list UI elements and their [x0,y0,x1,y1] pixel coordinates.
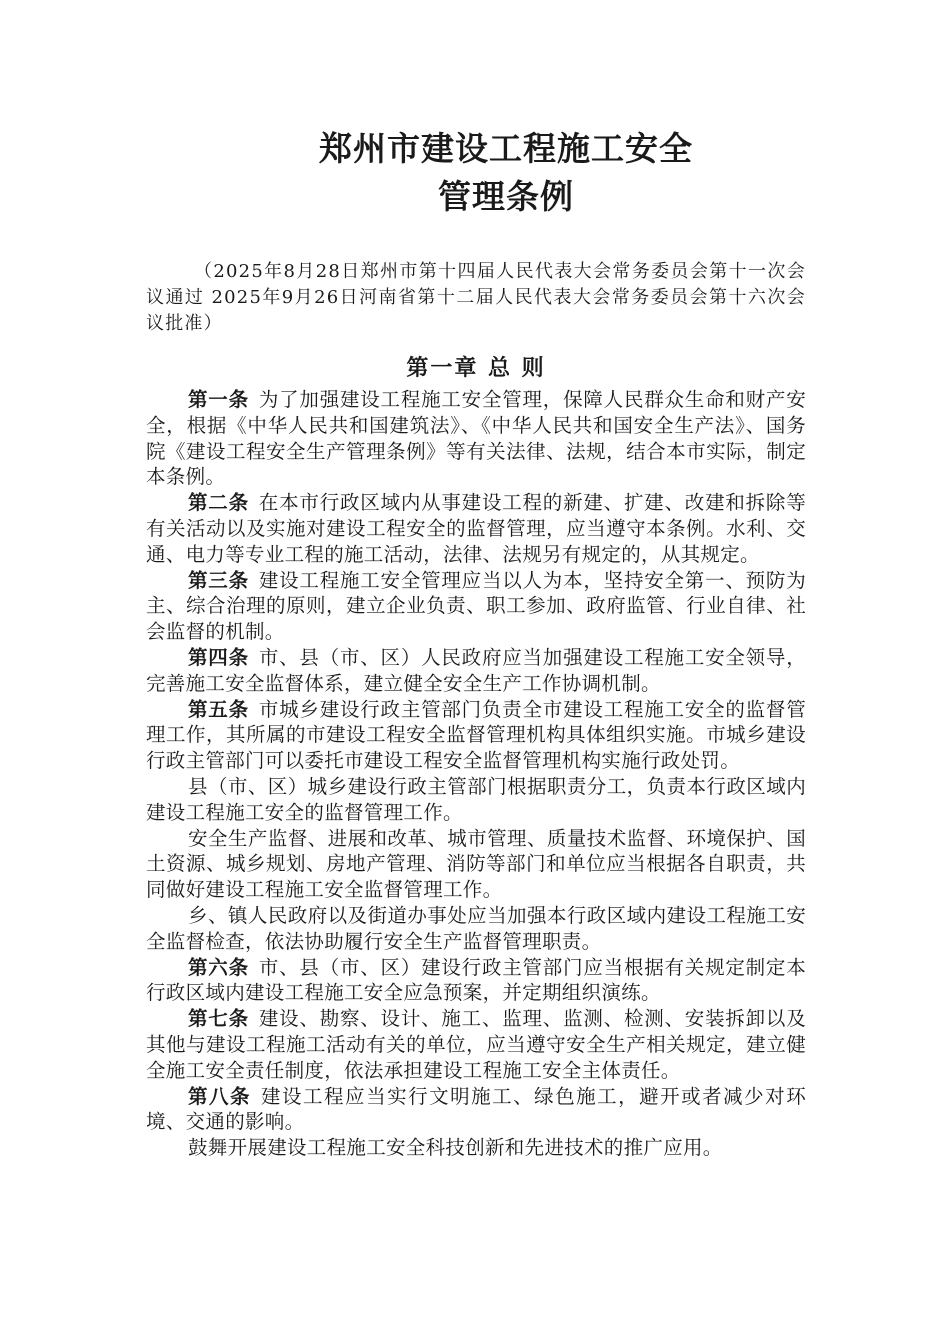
article-text: 建设工程应当实行文明施工、绿色施工，避开或者减少对环境、交通的影响。 [146,1084,806,1134]
continuation-paragraph [146,903,806,955]
article-number: 第六条 [188,955,249,979]
article-paragraph [146,955,806,1007]
chapter-heading: 第一章 总 则 [406,356,546,381]
continuation-paragraph [146,1135,806,1161]
article-paragraph [146,1084,806,1136]
article-paragraph [146,697,806,774]
document-page [146,125,806,1161]
article-text: 为了加强建设工程施工安全管理，保障人民群众生命和财产安全，根据《中华人民共和国建筑法》、《中华人民共和国安全生产法》、国务院《建设工程安全生产管理条例》等有关法律、法规，结合本市实际，制定本条例。 [146,388,806,489]
continuation-paragraph [146,826,806,903]
article-paragraph [146,568,806,645]
article-paragraph [146,490,806,567]
article-number: 第五条 [188,697,249,721]
paragraph-text: 安全生产监督、进展和改革、城市管理、质量技术监督、环境保护、国土资源、城乡规划、房地产管理、消防等部门和单位应当根据各自职责，共同做好建设工程施工安全监督管理工作。 [146,826,806,902]
article-number: 第八条 [188,1084,252,1108]
article-number: 第三条 [188,568,249,592]
article-text: 市城乡建设行政主管部门负责全市建设工程施工安全的监督管理工作，其所属的市建设工程安全监督管理机构具体组织实施。市城乡建设行政主管部门可以委托市建设工程安全监督管理机构实施行政处罚。 [146,697,806,773]
article-paragraph [146,387,806,490]
paragraph-text: 乡、镇人民政府以及街道办事处应当加强本行政区域内建设工程施工安全监督检查，依法协助履行安全生产监督管理职责。 [146,903,806,953]
adoption-note: （2025年8月28日郑州市第十四届人民代表大会常务委员会第十一次会议通过 2025年9月26日河南省第十二届人民代表大会常务委员会第十六次会议批准） [146,261,806,334]
article-list [146,387,806,1161]
article-text: 市、县（市、区）建设行政主管部门应当根据有关规定制定本行政区域内建设工程施工安全应急预案，并定期组织演练。 [146,955,806,1005]
article-paragraph [146,645,806,697]
document-title [146,125,806,221]
paragraph-text: 鼓舞开展建设工程施工安全科技创新和先进技术的推广应用。 [188,1136,723,1160]
paragraph-text: 县（市、区）城乡建设行政主管部门根据职责分工，负责本行政区域内建设工程施工安全的监督管理工作。 [146,774,806,824]
article-text: 建设工程施工安全管理应当以人为本，坚持安全第一、预防为主、综合治理的原则，建立企业负责、职工参加、政府监管、行业自律、社会监督的机制。 [146,568,806,644]
article-number: 第一条 [188,388,249,411]
article-number: 第二条 [188,491,249,515]
title-line-1: 郑州市建设工程施工安全 [319,129,693,168]
article-paragraph [146,1006,806,1083]
article-number: 第四条 [188,645,249,669]
article-text: 建设、勘察、设计、施工、监理、监测、检测、安装拆卸以及其他与建设工程施工活动有关的单位，应当遵守安全生产相关规定，建立健全施工安全责任制度，依法承担建设工程施工安全主体责任。 [146,1007,806,1082]
continuation-paragraph [146,774,806,826]
title-line-2: 管理条例 [438,177,574,216]
article-text: 在本市行政区域内从事建设工程的新建、扩建、改建和拆除等有关活动以及实施对建设工程安全的监督管理，应当遵守本条例。水利、交通、电力等专业工程的施工活动，法律、法规另有规定的，从其规定。 [146,491,806,566]
article-text: 市、县（市、区）人民政府应当加强建设工程施工安全领导，完善施工安全监督体系，建立健全安全生产工作协调机制。 [146,645,806,695]
article-number: 第七条 [188,1007,249,1031]
